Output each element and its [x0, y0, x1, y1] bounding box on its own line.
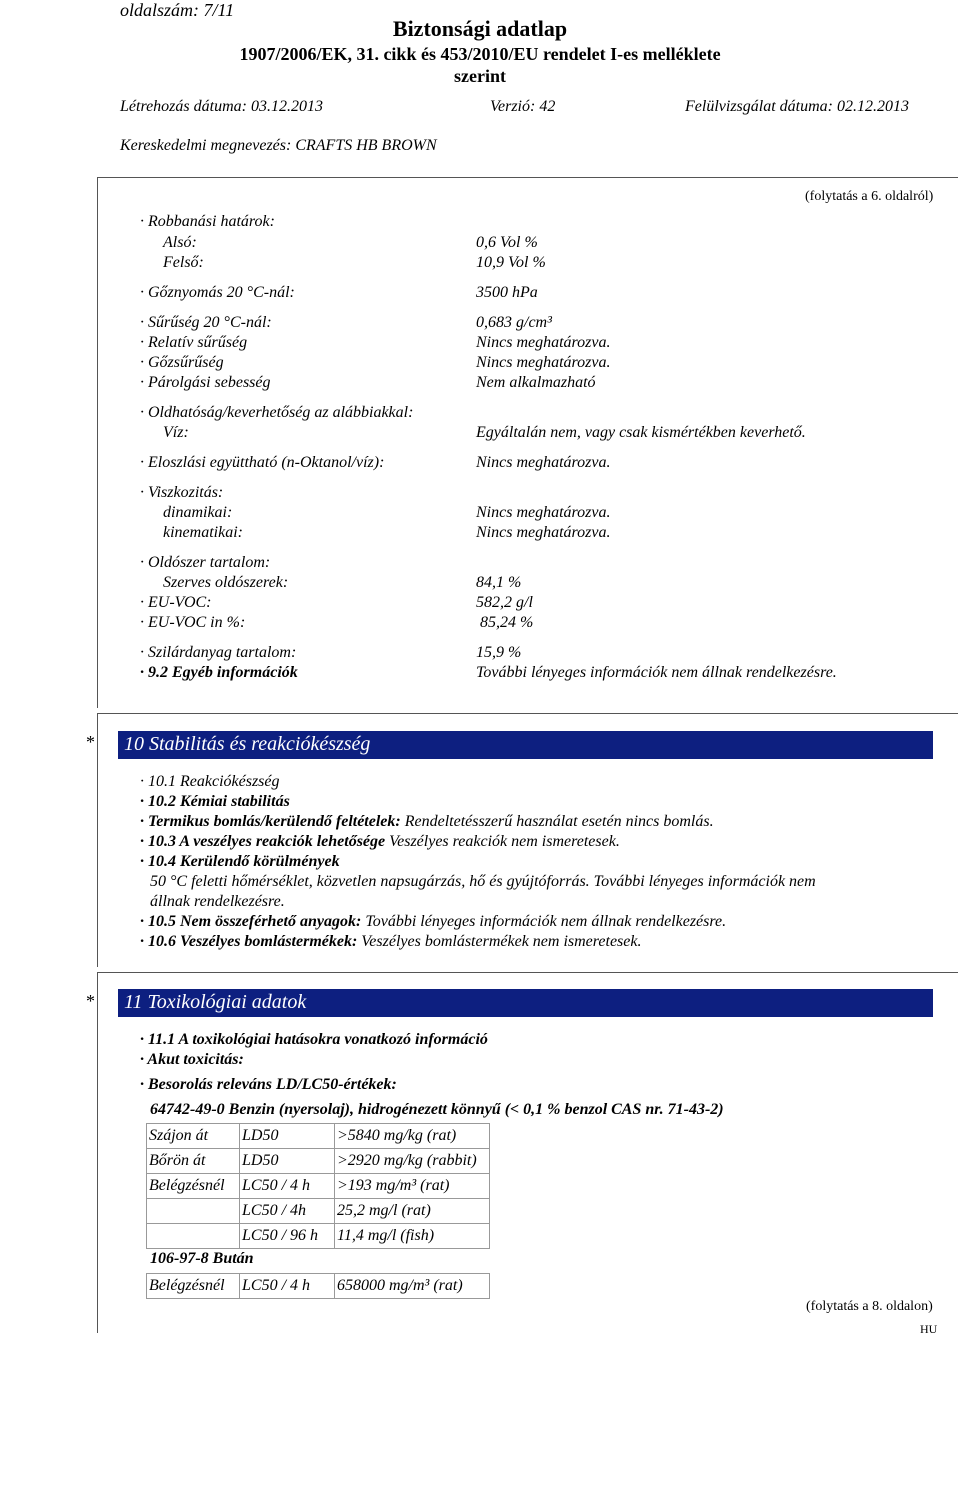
reactivity: · 10.1 Reakciókészség: [140, 773, 280, 790]
lower-limit-value: 0,6 Vol %: [476, 234, 538, 251]
relative-density-value: Nincs meghatározva.: [476, 334, 611, 351]
solvent-content-label: · Oldószer tartalom:: [140, 554, 271, 571]
conditions-to-avoid-text-2: állnak rendelkezésre.: [150, 893, 285, 910]
type-cell: LC50 / 4 h: [240, 1274, 335, 1299]
route-cell: Belégzésnél: [147, 1174, 240, 1199]
tox-row: [147, 1149, 490, 1174]
value-cell: 25,2 mg/l (rat): [335, 1199, 490, 1224]
eu-voc-percent-label: · EU-VOC in %:: [140, 614, 246, 631]
partition-coefficient-value: Nincs meghatározva.: [476, 454, 611, 471]
conditions-to-avoid: · 10.4 Kerülendő körülmények: [140, 853, 340, 870]
type-cell: LD50: [240, 1149, 335, 1174]
vapour-pressure-label: · Gőznyomás 20 °C-nál:: [140, 284, 295, 301]
density-label: · Sűrűség 20 °C-nál:: [140, 314, 272, 331]
conditions-to-avoid-text: 50 °C feletti hőmérséklet, közvetlen napsugárzás, hő és gyújtóforrás. További lényeges információk nem: [150, 873, 816, 890]
eu-voc-label: · EU-VOC:: [140, 594, 212, 611]
solids-content-value: 15,9 %: [476, 644, 522, 661]
revision-date: Felülvizsgálat dátuma: 02.12.2013: [685, 98, 909, 115]
type-cell: LC50 / 4 h: [240, 1174, 335, 1199]
partition-coefficient-label: · Eloszlási együttható (n-Oktanol/víz):: [140, 454, 385, 471]
tox-table-2: [146, 1273, 490, 1299]
organic-solvents-value: 84,1 %: [476, 574, 522, 591]
other-info-value: További lényeges információk nem állnak rendelkezésre.: [476, 664, 837, 681]
change-marker: *: [86, 732, 95, 752]
ld-lc50-label: · Besorolás releváns LD/LC50-értékek:: [140, 1076, 397, 1093]
version: Verzió: 42: [490, 98, 556, 115]
continued-from: (folytatás a 6. oldalról): [805, 189, 934, 204]
value-cell: >5840 mg/kg (rat): [335, 1124, 490, 1149]
route-cell: Bőrön át: [147, 1149, 240, 1174]
relative-density-label: · Relatív sűrűség: [140, 334, 248, 351]
dynamic-viscosity-value: Nincs meghatározva.: [476, 504, 611, 521]
route-cell: [147, 1224, 240, 1249]
evaporation-rate-label: · Párolgási sebesség: [140, 374, 271, 391]
chemical-stability: · 10.2 Kémiai stabilitás: [140, 793, 290, 810]
explosion-limits-label: · Robbanási határok:: [140, 213, 275, 230]
value-cell: >2920 mg/kg (rabbit): [335, 1149, 490, 1174]
document-subtitle-2: szerint: [454, 66, 506, 86]
water-label: Víz:: [163, 424, 189, 441]
eu-voc-percent-value: 85,24 %: [480, 614, 534, 631]
density-value: 0,683 g/cm³: [476, 314, 552, 331]
document-title: Biztonsági adatlap: [392, 16, 568, 41]
kinematic-viscosity-value: Nincs meghatározva.: [476, 524, 611, 541]
toxicological-info: · 11.1 A toxikológiai hatásokra vonatkozó információ: [140, 1031, 488, 1048]
section-11-header: [118, 989, 933, 1017]
language-code: HU: [920, 1322, 938, 1336]
type-cell: LC50 / 4h: [240, 1199, 335, 1224]
solids-content-label: · Szilárdanyag tartalom:: [140, 644, 297, 661]
tox-row: [147, 1124, 490, 1149]
tox-row: [147, 1174, 490, 1199]
water-value: Egyáltalán nem, vagy csak kismértékben keverhető.: [476, 424, 806, 441]
value-cell: >193 mg/m³ (rat): [335, 1174, 490, 1199]
route-cell: [147, 1199, 240, 1224]
viscosity-label: · Viszkozitás:: [140, 484, 224, 501]
page-number: oldalszám: 7/11: [120, 0, 235, 20]
substance-1: 64742-49-0 Benzin (nyersolaj), hidrogénezett könnyű (< 0,1 % benzol CAS nr. 71-43-2): [150, 1101, 724, 1118]
tox-row: [147, 1199, 490, 1224]
upper-limit-label: Felső:: [163, 254, 204, 271]
lower-limit-label: Alsó:: [163, 234, 197, 251]
vapour-density-value: Nincs meghatározva.: [476, 354, 611, 371]
evaporation-rate-value: Nem alkalmazható: [476, 374, 596, 391]
tox-row: [147, 1274, 490, 1299]
vapour-pressure-value: 3500 hPa: [476, 284, 538, 301]
type-cell: LD50: [240, 1124, 335, 1149]
acute-toxicity: · Akut toxicitás:: [140, 1051, 244, 1068]
tox-row: [147, 1224, 490, 1249]
type-cell: LC50 / 96 h: [240, 1224, 335, 1249]
route-cell: Szájon át: [147, 1124, 240, 1149]
organic-solvents-label: Szerves oldószerek:: [163, 574, 289, 591]
hazardous-reactions: · 10.3 A veszélyes reakciók lehetősége Veszélyes reakciók nem ismeretesek.: [140, 833, 620, 850]
trade-name: Kereskedelmi megnevezés: CRAFTS HB BROWN: [120, 137, 437, 154]
created-date: Létrehozás dátuma: 03.12.2013: [120, 98, 323, 115]
value-cell: 11,4 mg/l (fish): [335, 1224, 490, 1249]
incompatible-materials: · 10.5 Nem összeférhető anyagok: További lényeges információk nem állnak rendelkezésre.: [140, 913, 727, 930]
thermal-decomposition: · Termikus bomlás/kerülendő feltételek: Rendeltetésszerű használat esetén nincs bomlás.: [140, 813, 714, 830]
route-cell: Belégzésnél: [147, 1274, 240, 1299]
dynamic-viscosity-label: dinamikai:: [163, 504, 233, 521]
other-info-label: · 9.2 Egyéb információk: [140, 664, 298, 681]
document-subtitle: 1907/2006/EK, 31. cikk és 453/2010/EU rendelet I-es melléklete: [239, 44, 721, 64]
tox-table-1: [146, 1123, 490, 1249]
change-marker-2: *: [86, 991, 95, 1011]
eu-voc-value: 582,2 g/l: [476, 594, 533, 611]
value-cell: 658000 mg/m³ (rat): [335, 1274, 490, 1299]
section-10-title: 10 Stabilitás és reakciókészség: [124, 733, 371, 755]
kinematic-viscosity-label: kinematikai:: [163, 524, 243, 541]
solubility-label: · Oldhatóság/keverhetőség az alábbiakkal:: [140, 404, 414, 421]
decomposition-products: · 10.6 Veszélyes bomlástermékek: Veszélyes bomlástermékek nem ismeretesek.: [140, 933, 642, 950]
substance-2: 106-97-8 Bután: [150, 1250, 254, 1267]
upper-limit-value: 10,9 Vol %: [476, 254, 546, 271]
vapour-density-label: · Gőzsűrűség: [140, 354, 224, 371]
continued-to: (folytatás a 8. oldalon): [806, 1299, 933, 1314]
section-10-header: [118, 731, 933, 759]
section-11-title: 11 Toxikológiai adatok: [124, 991, 307, 1013]
